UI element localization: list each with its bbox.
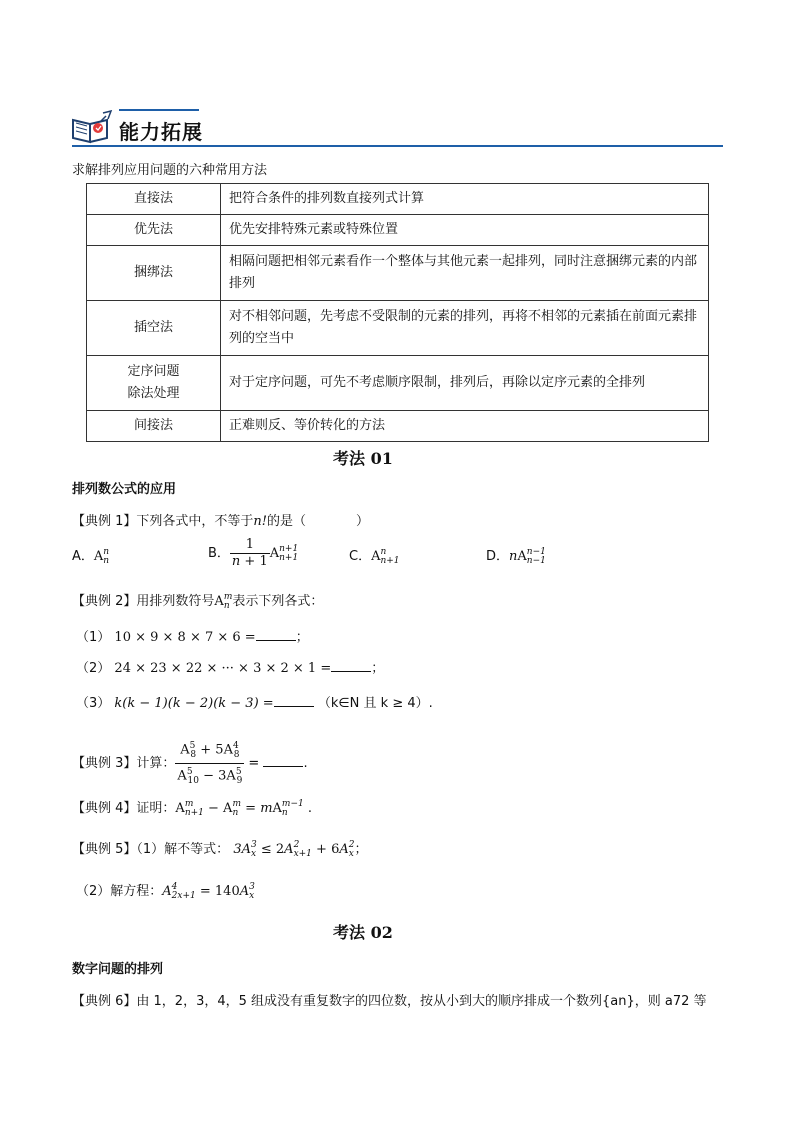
method-desc: 对于定序问题，可先不考虑顺序限制，排列后，再除以定序元素的全排列	[221, 356, 709, 411]
example-2-q1: （1） 10 × 9 × 8 × 7 × 6 = ；	[76, 630, 309, 645]
section-2-subtitle: 数字问题的排列	[72, 962, 164, 977]
example-3-label: 【典例 3】	[72, 755, 137, 771]
example-3-fraction: $\frac{A^5_8 + 5A^4_8}{A^5_{10} - 3A^5_9}$	[175, 738, 244, 789]
example-1-option-a: A．A n n	[72, 546, 110, 566]
answer-blank[interactable]	[331, 659, 371, 672]
example-1-option-c: C．A n n+1	[349, 546, 400, 566]
q3-number: （3）	[76, 696, 111, 711]
table-row	[87, 301, 709, 356]
q1-expression: 10 × 9 × 8 × 7 × 6 =	[114, 630, 256, 645]
example-1-paren-close: ）	[356, 514, 370, 529]
q1-number: （1）	[76, 630, 111, 645]
example-5-q1: （1）解不等式：	[136, 842, 230, 857]
example-2-text: 用排列数符号	[136, 594, 215, 609]
table-row	[87, 246, 709, 301]
method-desc: 对不相邻问题，先考虑不受限制的元素的排列，再将不相邻的元素插在前面元素排列的空当中	[221, 301, 709, 356]
method-desc: 正难则反、等价转化的方法	[221, 411, 709, 442]
example-5: 【典例 5】（1）解不等式： 3A 3 x ≤ 2A 2 x+1 + 6A 2 x ；	[72, 839, 368, 859]
method-name: 插空法	[87, 301, 221, 356]
method-name-line1: 定序问题	[127, 364, 180, 379]
methods-table	[86, 183, 709, 442]
example-1-label: 【典例 1】	[72, 514, 137, 529]
example-4-label: 【典例 4】	[72, 801, 137, 816]
example-2-text2: 表示下列各式：	[232, 594, 324, 609]
section-1-title: 考法 01	[333, 449, 393, 468]
option-b-label: B．	[208, 546, 230, 561]
option-d-label: D．	[486, 549, 510, 564]
section-2-title: 考法 02	[333, 923, 393, 942]
table-row	[87, 411, 709, 442]
example-5-label: 【典例 5】	[72, 842, 137, 857]
q2-number: （2）	[76, 661, 111, 676]
answer-blank[interactable]	[263, 754, 303, 767]
example-3-text: 计算：	[136, 755, 176, 771]
example-1-text2: 的是（	[267, 514, 307, 529]
book-icon	[70, 110, 114, 144]
example-4-text: 证明：	[136, 801, 176, 816]
option-a-label: A．	[72, 549, 94, 564]
example-6	[72, 990, 707, 1009]
intro-text: 求解排列应用问题的六种常用方法	[72, 163, 268, 178]
header-top-rule	[119, 109, 199, 111]
method-name: 间接法	[87, 411, 221, 442]
example-6-label: 【典例 6】	[72, 994, 137, 1009]
example-3: 【典例 3】计算： $\frac{A^5_8 + 5A^4_8}{A^5_{10} - 3A^5_9}$ = .	[72, 738, 308, 789]
section-1-subtitle: 排列数公式的应用	[72, 482, 177, 497]
table-row	[87, 215, 709, 246]
table-row	[87, 184, 709, 215]
example-1-text: 下列各式中，不等于	[136, 514, 254, 529]
method-name-line2: 除法处理	[127, 386, 180, 401]
example-2-label: 【典例 2】	[72, 594, 137, 609]
q2-expression: 24 × 23 × 22 × ··· × 3 × 2 × 1 =	[114, 661, 332, 676]
q3-expression: k(k − 1)(k − 2)(k − 3) =	[114, 696, 274, 711]
example-4: 【典例 4】证明：A m n+1 − A m n = mA m−1 n .	[72, 798, 312, 818]
header-bottom-rule	[72, 145, 723, 147]
section-header-title: 能力拓展	[119, 120, 203, 144]
method-name: 优先法	[87, 215, 221, 246]
option-c-label: C．	[349, 549, 372, 564]
answer-blank[interactable]	[274, 694, 314, 707]
example-1-expr: n!	[253, 514, 268, 529]
example-1	[72, 510, 369, 529]
answer-blank[interactable]	[256, 628, 296, 641]
example-2-q2: （2） 24 × 23 × 22 × ··· × 3 × 2 × 1 = ；	[76, 661, 385, 676]
example-6-text: 由 1，2，3，4，5 组成没有重复数字的四位数，按从小到大的顺序排成一个数列{an}，则 a72 等	[136, 994, 707, 1009]
example-2-q3	[76, 692, 433, 711]
method-desc: 相隔问题把相邻元素看作一个整体与其他元素一起排列，同时注意捆绑元素的内部排列	[221, 246, 709, 301]
method-desc: 把符合条件的排列数直接列式计算	[221, 184, 709, 215]
q3-condition: （k∈N 且 k ≥ 4）.	[317, 696, 433, 711]
example-5-q2-text: （2）解方程：	[76, 884, 163, 899]
example-2: 【典例 2】用排列数符号A m n 表示下列各式：	[72, 591, 324, 611]
method-name: 捆绑法	[87, 246, 221, 301]
example-1-option-b: B． $\frac{1}{n + 1}$ A n+1 n+1	[208, 537, 299, 569]
method-name	[87, 356, 221, 411]
example-1-option-d: D．nA n−1 n−1	[486, 546, 546, 566]
method-desc: 优先安排特殊元素或特殊位置	[221, 215, 709, 246]
table-row	[87, 356, 709, 411]
method-name: 直接法	[87, 184, 221, 215]
example-5-q2: （2）解方程：A 4 2x+1 = 140A 3 x	[76, 881, 255, 901]
